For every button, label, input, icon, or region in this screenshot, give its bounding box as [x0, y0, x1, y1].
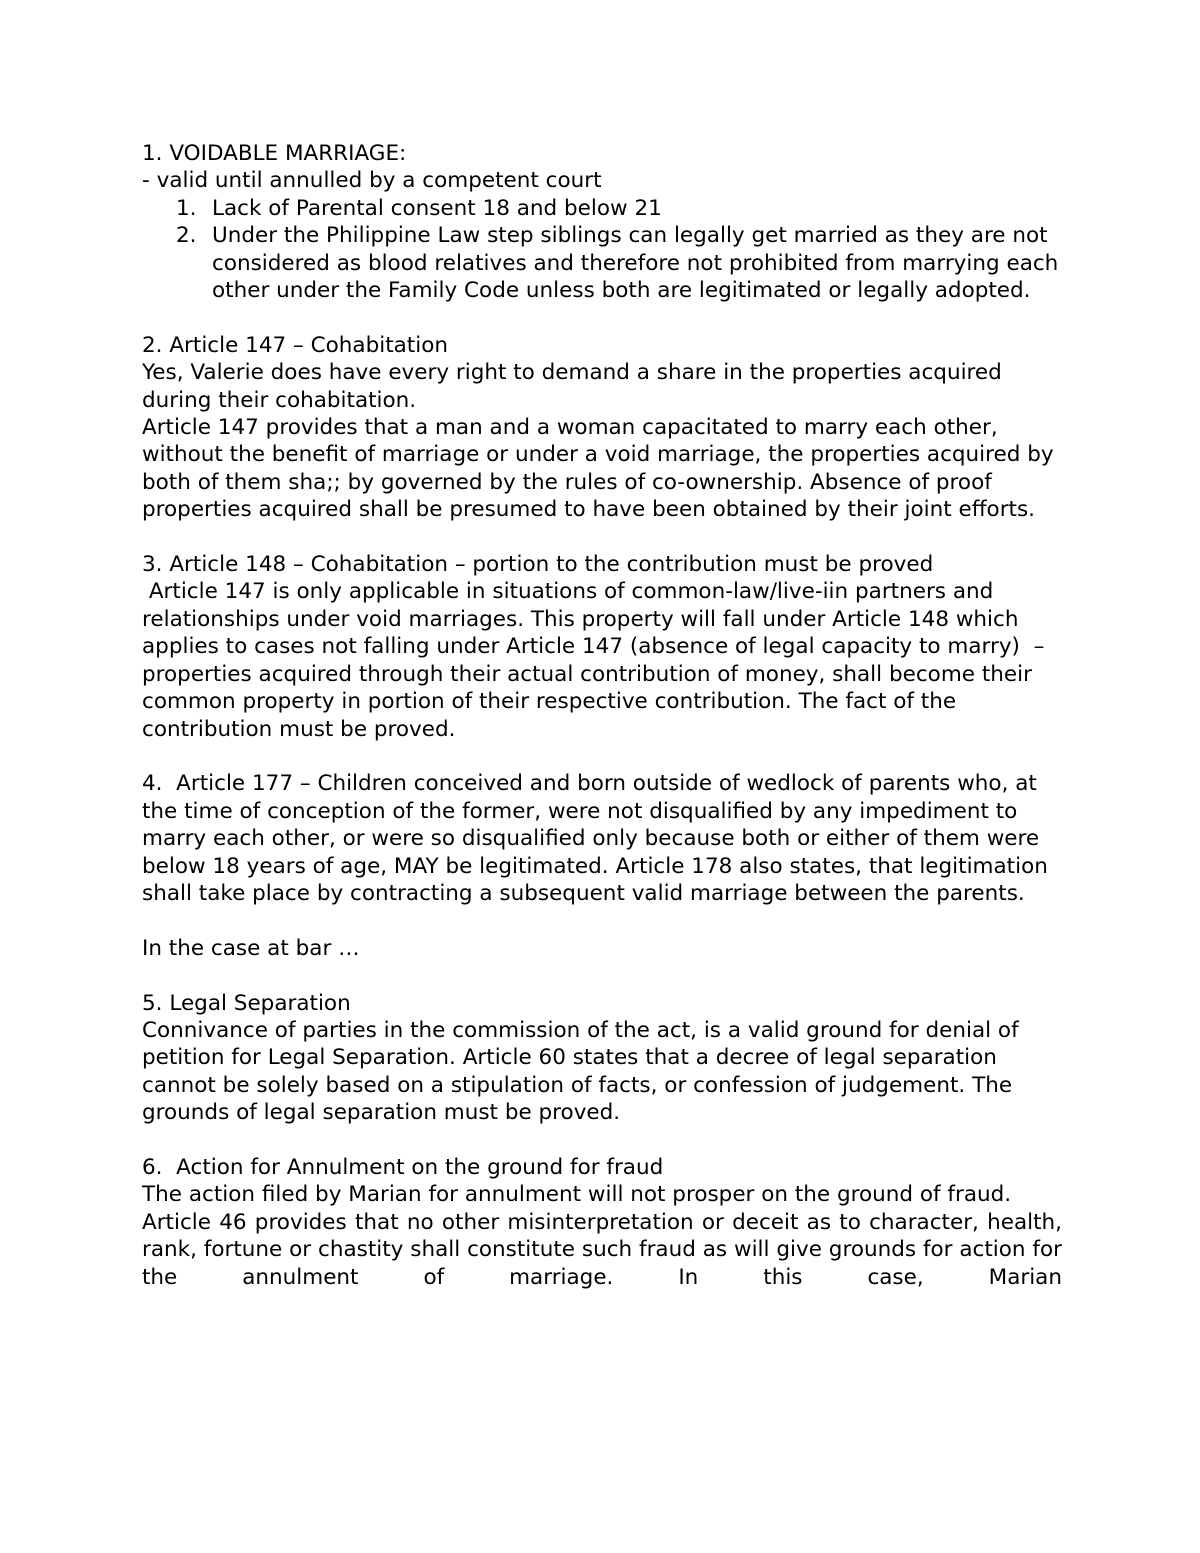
- section6-heading: 6. Action for Annulment on the ground for fraud: [142, 1154, 664, 1180]
- section3-paragraph-1: Article 147 is only applicable in situations of common-law/live-iin partners and relationships under void marriages. This property will fall under Article 148 which applies to cases not falling under Article 147 (absence of legal capacity to marry) – properties acquired through their actual contribution of money, shall become their common property in portion of their respective contribution. The fact of the contribution must be proved.: [142, 579, 1052, 742]
- section2-paragraph-1: Yes, Valerie does have every right to demand a share in the properties acquired during their cohabitation.: [142, 360, 1002, 413]
- list-item: [142, 195, 1062, 222]
- section6-paragraph-1: The action filed by Marian for annulment will not prosper on the ground of fraud.: [142, 1182, 1012, 1208]
- section5-paragraph-1: Connivance of parties in the commission of the act, is a valid ground for denial of petition for Legal Separation. Article 60 states that a decree of legal separation cannot be solely based on a stipulation of facts, or confession of judgement. The grounds of legal separation must be proved.: [142, 1017, 1019, 1126]
- section2-heading: 2. Article 147 – Cohabitation: [142, 332, 448, 358]
- section5-heading: 5. Legal Separation: [142, 990, 351, 1016]
- section4-paragraph-2: In the case at bar …: [142, 935, 360, 961]
- section4-paragraph-1: 4. Article 177 – Children conceived and born outside of wedlock of parents who, at the time of conception of the former, were not disqualified by any impediment to marry each other, or were so disqualified only because both or either of them were below 18 years of age, MAY be legitimated. Article 178 also states, that legitimation shall take place by contracting a subsequent valid marriage between the parents.: [142, 771, 1055, 906]
- section1-heading: 1. VOIDABLE MARRIAGE:: [142, 141, 407, 166]
- section6-paragraph-2: Article 46 provides that no other misinterpretation or deceit as to character, health, rank, fortune or chastity shall constitute such fraud as will give grounds for action for the annulment of marriage. In this case, Marian: [142, 1209, 1062, 1290]
- document-page: [142, 140, 1062, 1291]
- section3-heading: 3. Article 148 – Cohabitation – portion to the contribution must be proved: [142, 552, 934, 578]
- list-item-text: Under the Philippine Law step siblings can legally get married as they are not considered as blood relatives and therefore not prohibited from marrying each other under the Family Code unless both are legitimated or legally adopted.: [212, 223, 1059, 304]
- list-item-number: 2.: [176, 223, 197, 249]
- section2-paragraph-2: Article 147 provides that a man and a woman capacitated to marry each other, without the benefit of marriage or under a void marriage, the properties acquired by both of them sha;; by governed by the rules of co-ownership. Absence of proof properties acquired shall be presumed to have been obtained by their joint efforts.: [142, 415, 1054, 523]
- list-item: [142, 222, 1062, 304]
- list-item-number: 1.: [176, 195, 197, 221]
- list-item-text: Lack of Parental consent 18 and below 21: [212, 195, 662, 221]
- section1-subheading: - valid until annulled by a competent court: [142, 168, 602, 194]
- section1-list: [142, 195, 1062, 305]
